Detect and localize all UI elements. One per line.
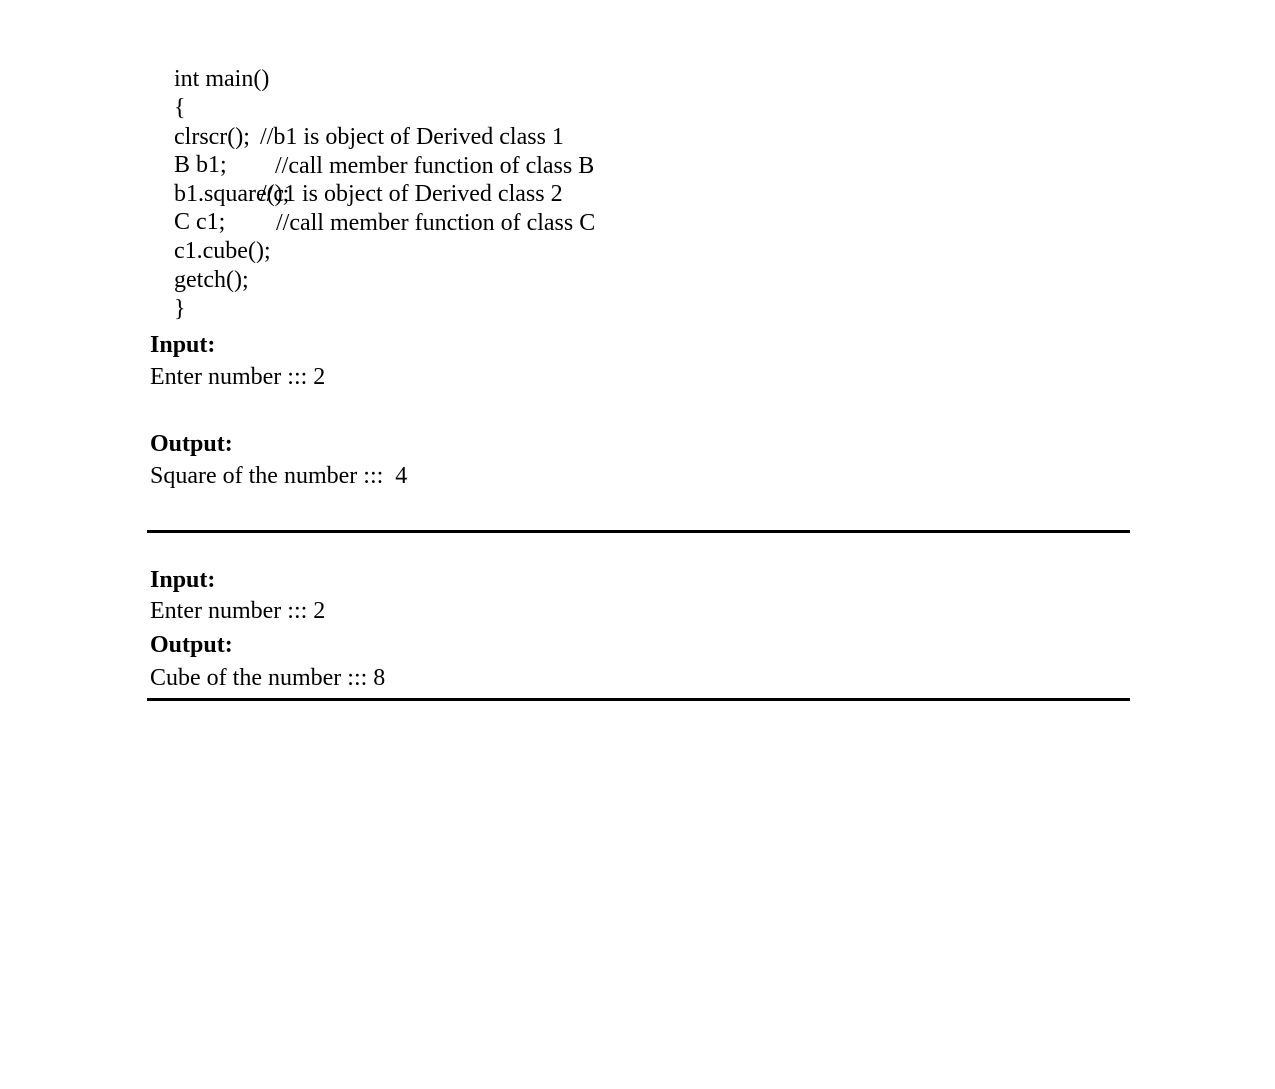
output-text: Cube of the number ::: 8 <box>150 665 386 691</box>
input-text: Enter number ::: 2 <box>150 598 326 624</box>
input-heading: Input: <box>150 567 216 593</box>
code-statement: B b1; <box>174 152 227 178</box>
code-text: clrscr(); <box>174 124 250 150</box>
output-heading: Output: <box>150 632 233 658</box>
output-heading: Output: <box>150 431 233 457</box>
input-text: Enter number ::: 2 <box>150 364 326 390</box>
horizontal-rule <box>147 530 1130 533</box>
code-text: int main() <box>174 66 270 92</box>
code-statement: c1.cube(); <box>174 238 271 264</box>
code-text: { <box>174 95 186 121</box>
code-text: getch(); <box>174 267 249 293</box>
code-comment: //call member function of class B <box>275 153 595 179</box>
code-text: } <box>174 296 186 322</box>
code-statement: b1.square(); <box>174 181 290 207</box>
horizontal-rule <box>147 698 1130 701</box>
input-heading: Input: <box>150 332 216 358</box>
code-comment: //call member function of class C <box>276 210 596 236</box>
output-text: Square of the number ::: 4 <box>150 463 408 489</box>
code-comment: //b1 is object of Derived class 1 <box>260 124 564 150</box>
code-comment: //c1 is object of Derived class 2 <box>260 181 563 207</box>
code-statement: C c1; <box>174 209 226 235</box>
